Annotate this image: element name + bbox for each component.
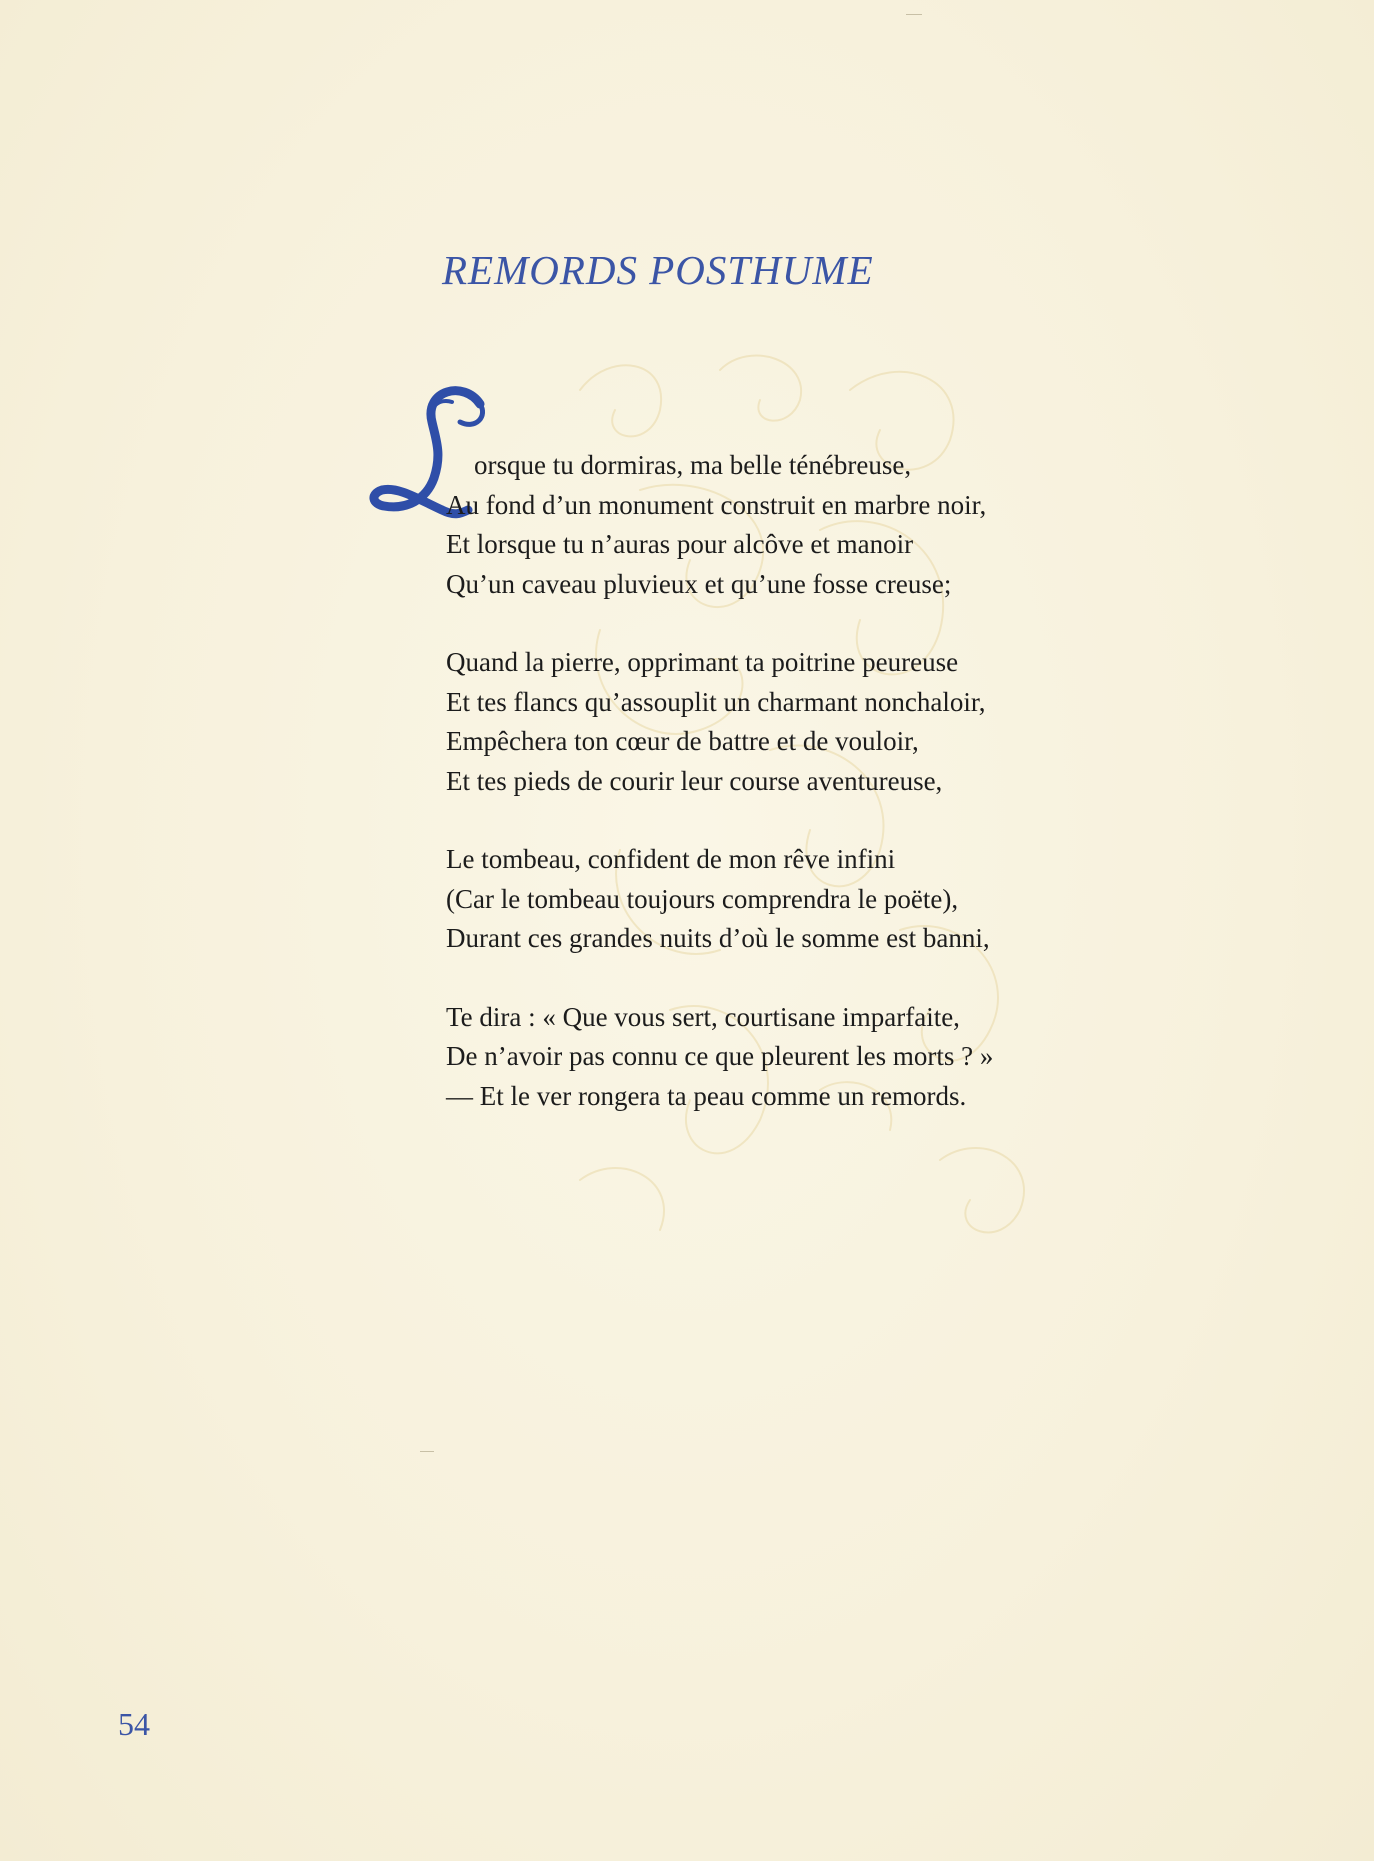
poem-title: REMORDS POSTHUME	[442, 247, 874, 293]
poem-line: Empêchera ton cœur de battre et de vouloir,	[446, 726, 919, 756]
poem-line: Au fond d’un monument construit en marbre noir,	[446, 489, 987, 520]
poem-line: — Et le ver rongera ta peau comme un remords.	[446, 1080, 967, 1111]
poem-line: Et lorsque tu n’auras pour alcôve et manoir	[446, 529, 914, 559]
poem-line: Durant ces grandes nuits d’où le somme est banni,	[446, 923, 990, 953]
poem-line: (Car le tombeau toujours comprendra le poëte),	[446, 883, 959, 914]
poem-line: Quand la pierre, opprimant ta poitrine peureuse	[446, 647, 959, 677]
paper-mark	[906, 14, 922, 15]
poem-line: Te dira : « Que vous sert, courtisane imparfaite,	[446, 1001, 960, 1032]
poem-line: Qu’un caveau pluvieux et qu’une fosse creuse;	[446, 568, 952, 599]
poem-line: orsque tu dormiras, ma belle ténébreuse,	[474, 450, 912, 480]
paper-mark	[420, 1451, 434, 1452]
poem-line: De n’avoir pas connu ce que pleurent les morts ? »	[446, 1041, 994, 1071]
stanza	[446, 643, 1146, 801]
poem-line: Et tes flancs qu’assouplit un charmant nonchaloir,	[446, 686, 986, 717]
stanza	[446, 446, 1146, 604]
stanza	[446, 998, 1146, 1117]
poem-body	[446, 446, 1146, 1155]
poem-line: Le tombeau, confident de mon rêve infini	[446, 844, 896, 874]
page-number: 54	[118, 1706, 150, 1742]
poem-line: Et tes pieds de courir leur course aventureuse,	[446, 765, 943, 796]
stanza	[446, 840, 1146, 959]
